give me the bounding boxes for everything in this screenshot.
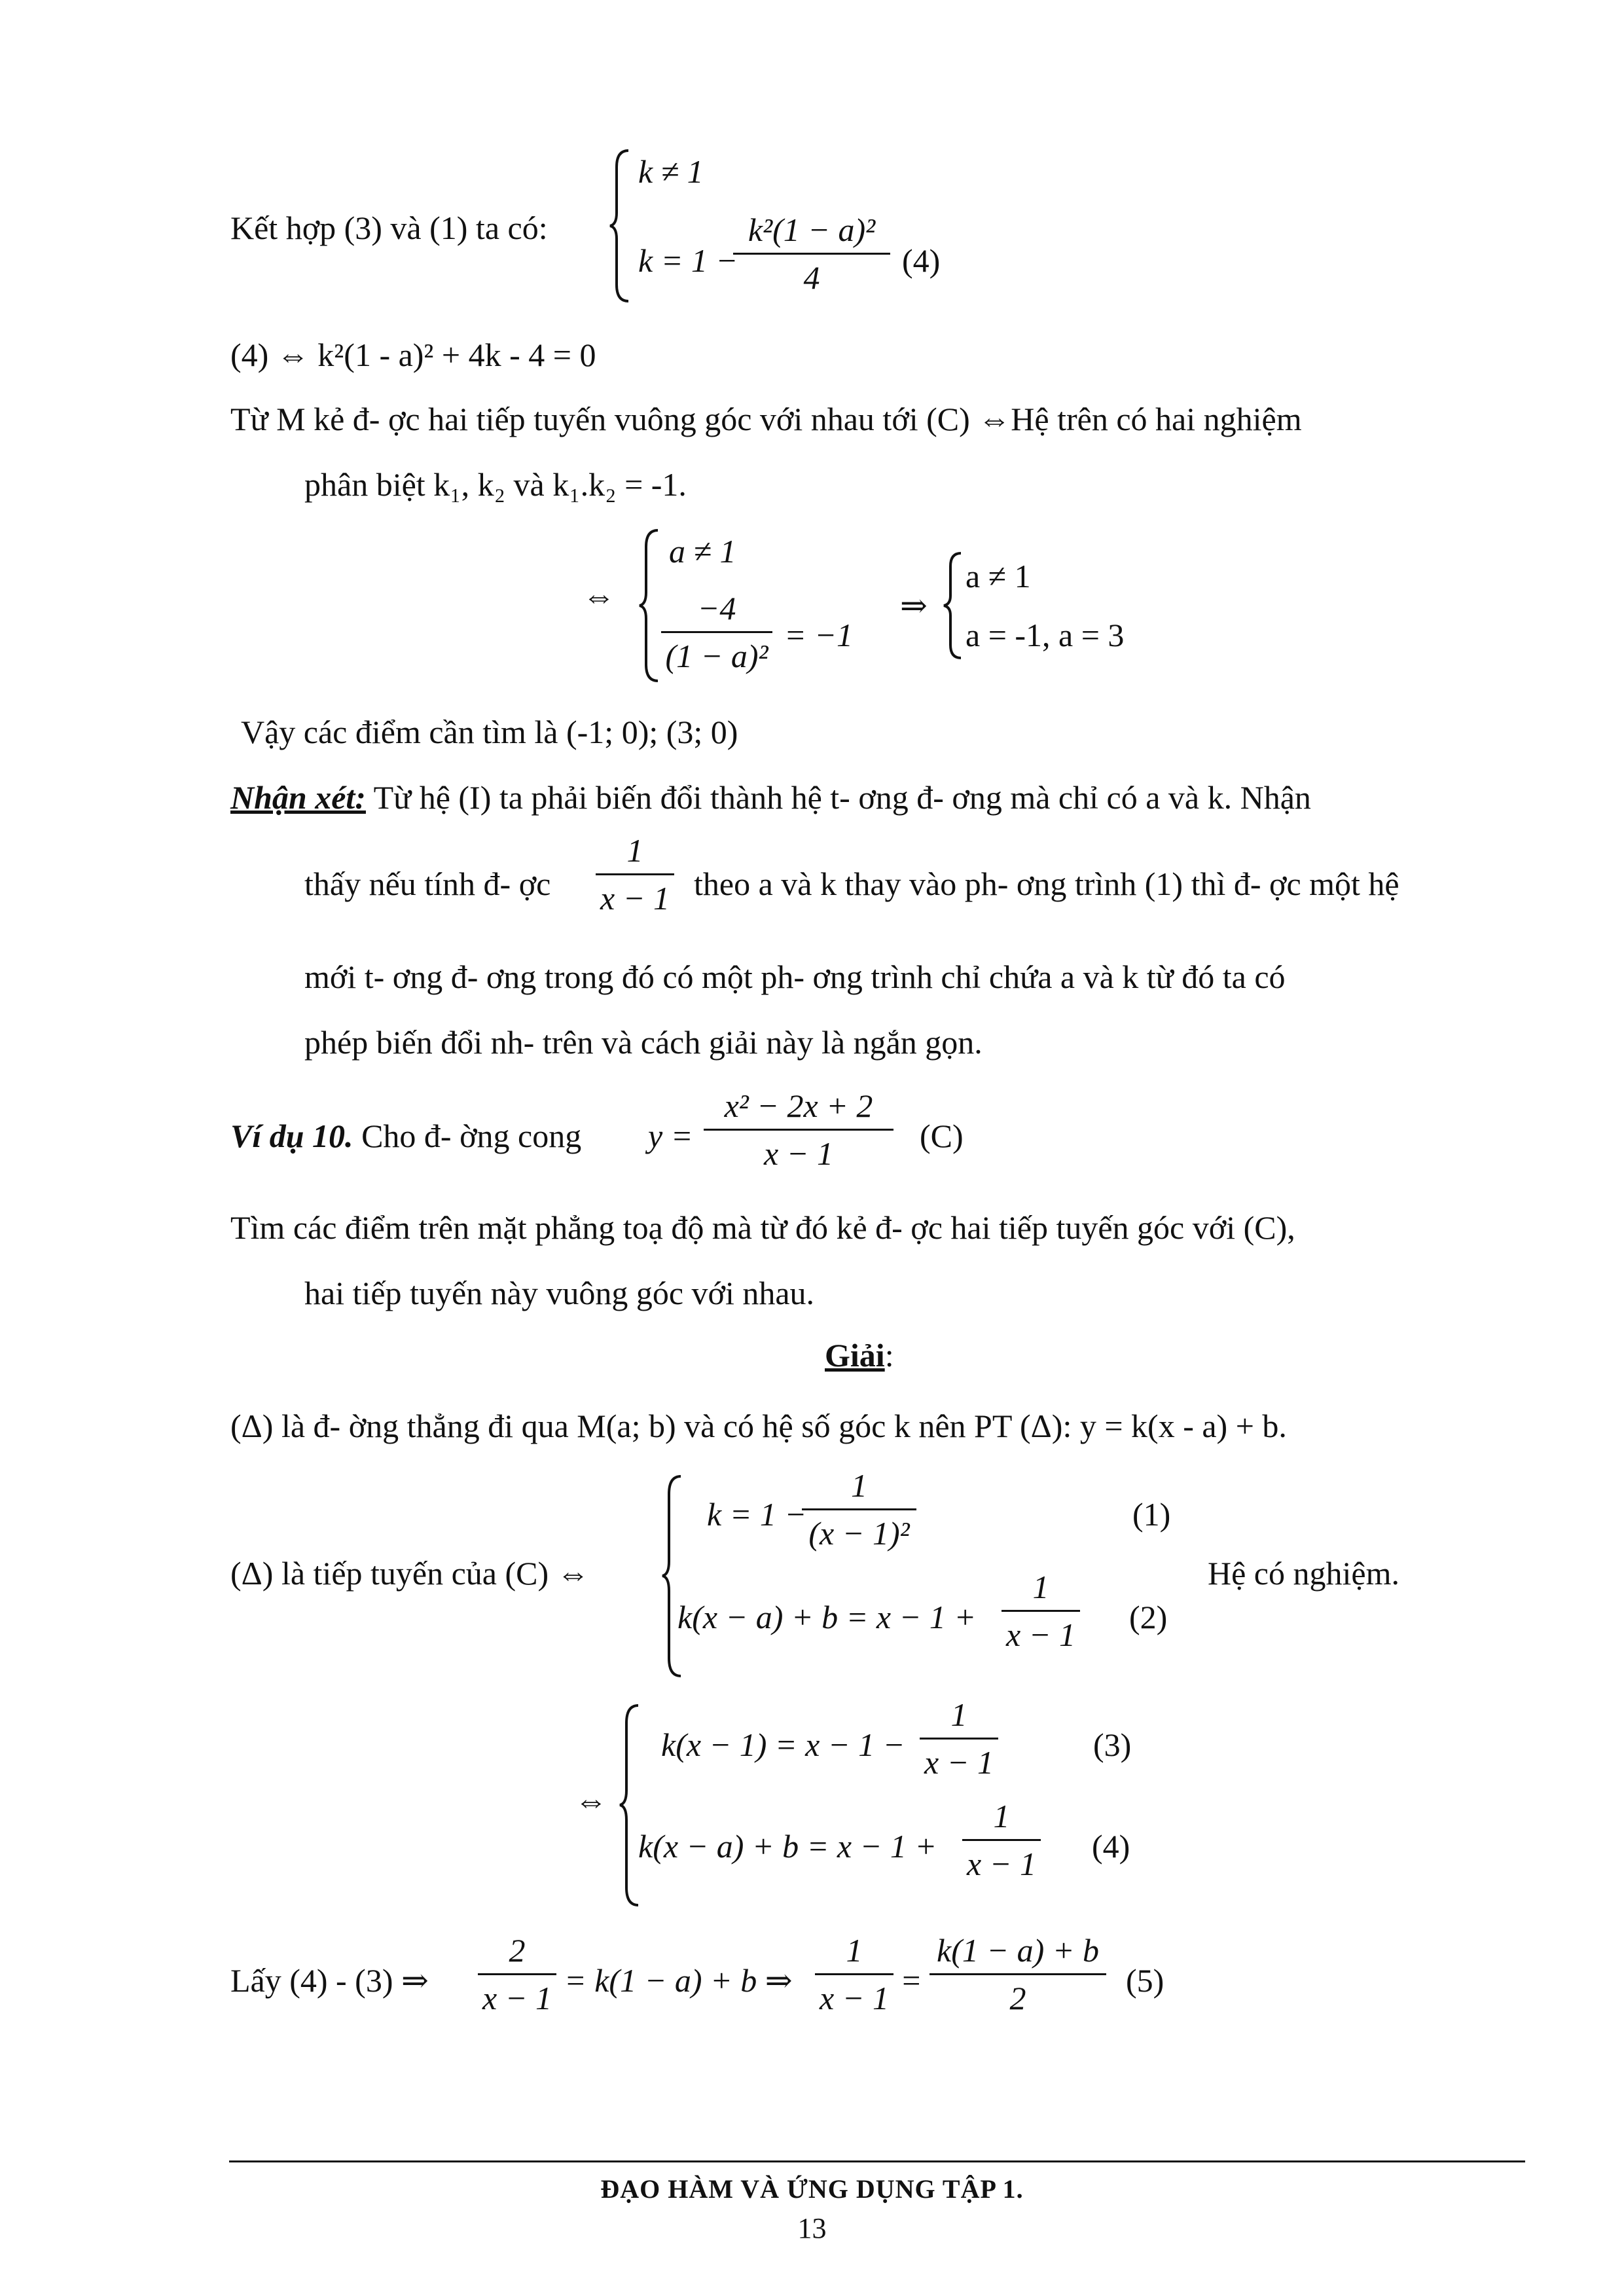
fraction-denominator: x − 1 [764,1135,833,1172]
fraction-bar [815,1973,893,1975]
fraction-numerator: 1 [846,1932,863,1969]
curve-tag: (C) [920,1118,964,1154]
system1-eq2-fraction [1001,1568,1080,1654]
fraction-bar [661,631,772,633]
fraction-numerator: 1 [993,1798,1010,1834]
remark-line [230,778,1311,817]
remark-text: Từ hệ (I) ta phải biến đổi thành hệ t- ơng đ- ơng mà chỉ có a và k. Nhận [365,779,1311,816]
paragraph-line: phân biệt k₁, k₂ và k₁.k₂ = -1. [304,466,687,503]
final-fraction-1 [478,1931,556,2017]
fraction-bar [962,1839,1041,1841]
block1-condition: k ≠ 1 [638,153,704,190]
system1-eq2-lhs: k(x − a) + b = x − 1 + [677,1599,977,1635]
fraction-numerator: x² − 2x + 2 [724,1087,873,1124]
example-y-eq: y = [648,1118,693,1154]
fraction-bar [478,1973,556,1975]
final-fraction-2 [815,1931,893,2017]
block2-condition: a ≠ 1 [669,533,736,570]
left-brace [943,550,965,661]
fraction-bar [596,873,674,875]
remark-line: thấy nếu tính đ- ợc [304,866,551,902]
fraction-denominator: (1 − a)² [665,638,768,674]
final-eq: = [900,1962,922,1999]
equation-tag: (5) [1126,1962,1164,1999]
block1-lead: Kết hợp (3) và (1) ta có: [230,210,548,246]
fraction-bar [920,1738,998,1740]
fraction-bar [733,253,890,255]
block2-fraction [661,589,772,675]
fraction-denominator: x − 1 [820,1980,889,2016]
block2-rhs: = −1 [784,617,853,653]
fraction-bar [1001,1610,1080,1612]
task-line: Tìm các điểm trên mặt phẳng toạ độ mà từ đó kẻ đ- ợc hai tiếp tuyến góc với (C), [230,1209,1295,1246]
fraction-numerator: 1 [626,832,643,869]
delta-line: (Δ) là đ- ờng thẳng đi qua M(a; b) và có hệ số góc k nên PT (Δ): y = k(x - a) + b. [230,1408,1287,1444]
fraction-bar [929,1973,1106,1975]
system2-eq4-lhs: k(x − a) + b = x − 1 + [638,1828,937,1865]
fraction-bar [802,1508,916,1510]
example-line [230,1116,581,1156]
system1-eq1-lhs: k = 1 − [707,1496,807,1533]
footer-rule [229,2160,1525,2162]
equation-tag: (3) [1093,1726,1132,1763]
fraction-denominator: 4 [803,259,820,296]
fraction-numerator: 1 [1032,1569,1049,1605]
remark-line: mới t- ơng đ- ơng trong đó có một ph- ơng trình chỉ chứa a và k từ đó ta có [304,958,1286,995]
remark-fraction [596,831,674,917]
example-label: Ví dụ 10. [230,1118,353,1154]
final-lead: Lấy (4) - (3) ⇒ [230,1962,429,1999]
equation-tag: (2) [1129,1599,1168,1635]
system1-lead: (Δ) là tiếp tuyến của (C) ⇔ [230,1555,590,1592]
system1-eq1-fraction [802,1467,916,1552]
left-brace [619,1702,645,1908]
fraction-bar [704,1129,893,1131]
fraction-numerator: −4 [697,590,736,627]
left-brace [609,147,635,304]
implies-arrow: ⇒ [900,587,928,624]
system1-tail: Hệ có nghiệm. [1208,1555,1399,1592]
system2-eq3-fraction [920,1696,998,1781]
block1-equation-lhs: k = 1 − [638,242,738,279]
task-line: hai tiếp tuyến này vuông góc với nhau. [304,1275,815,1311]
final-mid: = k(1 − a) + b ⇒ [564,1962,793,1999]
fraction-denominator: x − 1 [482,1980,552,2016]
fraction-denominator: x − 1 [1006,1616,1075,1653]
left-brace [661,1473,687,1679]
fraction-numerator: k(1 − a) + b [937,1932,1099,1969]
equivalence-arrow: ⇔ [583,577,615,614]
solution-heading-text: Giải [825,1337,885,1374]
final-fraction-3 [929,1931,1106,2017]
block1-fraction [733,211,890,297]
fraction-denominator: 2 [1009,1980,1026,2016]
fraction-numerator: 2 [509,1932,526,1969]
remark-line: theo a và k thay vào ph- ơng trình (1) thì đ- ợc một hệ [694,866,1399,902]
example-text: Cho đ- ờng cong [353,1118,582,1154]
system2-eq4-fraction [962,1797,1041,1883]
fraction-numerator: 1 [950,1696,967,1733]
fraction-denominator: x − 1 [924,1744,994,1781]
solution-colon: : [884,1337,894,1374]
equation-tag: (1) [1132,1496,1171,1533]
system2-eq3-lhs: k(x − 1) = x − 1 − [661,1726,905,1763]
solution-heading [825,1336,894,1375]
result-line: a ≠ 1 [965,558,1031,594]
fraction-numerator: k²(1 − a)² [748,211,876,248]
result-line: a = -1, a = 3 [965,617,1125,653]
equation-tag: (4) [902,242,941,279]
fraction-denominator: x − 1 [600,880,670,917]
paragraph-line: Từ M kẻ đ- ợc hai tiếp tuyến vuông góc với nhau tới (C) ⇔Hệ trên có hai nghiệm [230,401,1302,437]
equation-tag: (4) [1092,1828,1130,1865]
remark-line: phép biến đổi nh- trên và cách giải này là ngắn gọn. [304,1024,983,1061]
left-brace [638,527,664,684]
conclusion-line: Vậy các điểm cần tìm là (-1; 0); (3; 0) [241,714,738,750]
example-fraction [704,1087,893,1173]
equivalence-arrow: ⇔ [575,1782,607,1819]
equivalence-line: (4) ⇔ k²(1 - a)² + 4k - 4 = 0 [230,337,596,373]
fraction-denominator: x − 1 [967,1846,1036,1882]
fraction-numerator: 1 [851,1467,867,1504]
fraction-denominator: (x − 1)² [808,1515,910,1552]
remark-label: Nhận xét: [230,779,366,816]
page-number: 13 [797,2212,827,2244]
footer-title: ĐẠO HÀM VÀ ỨNG DỤNG TẬP 1. [600,2174,1024,2204]
